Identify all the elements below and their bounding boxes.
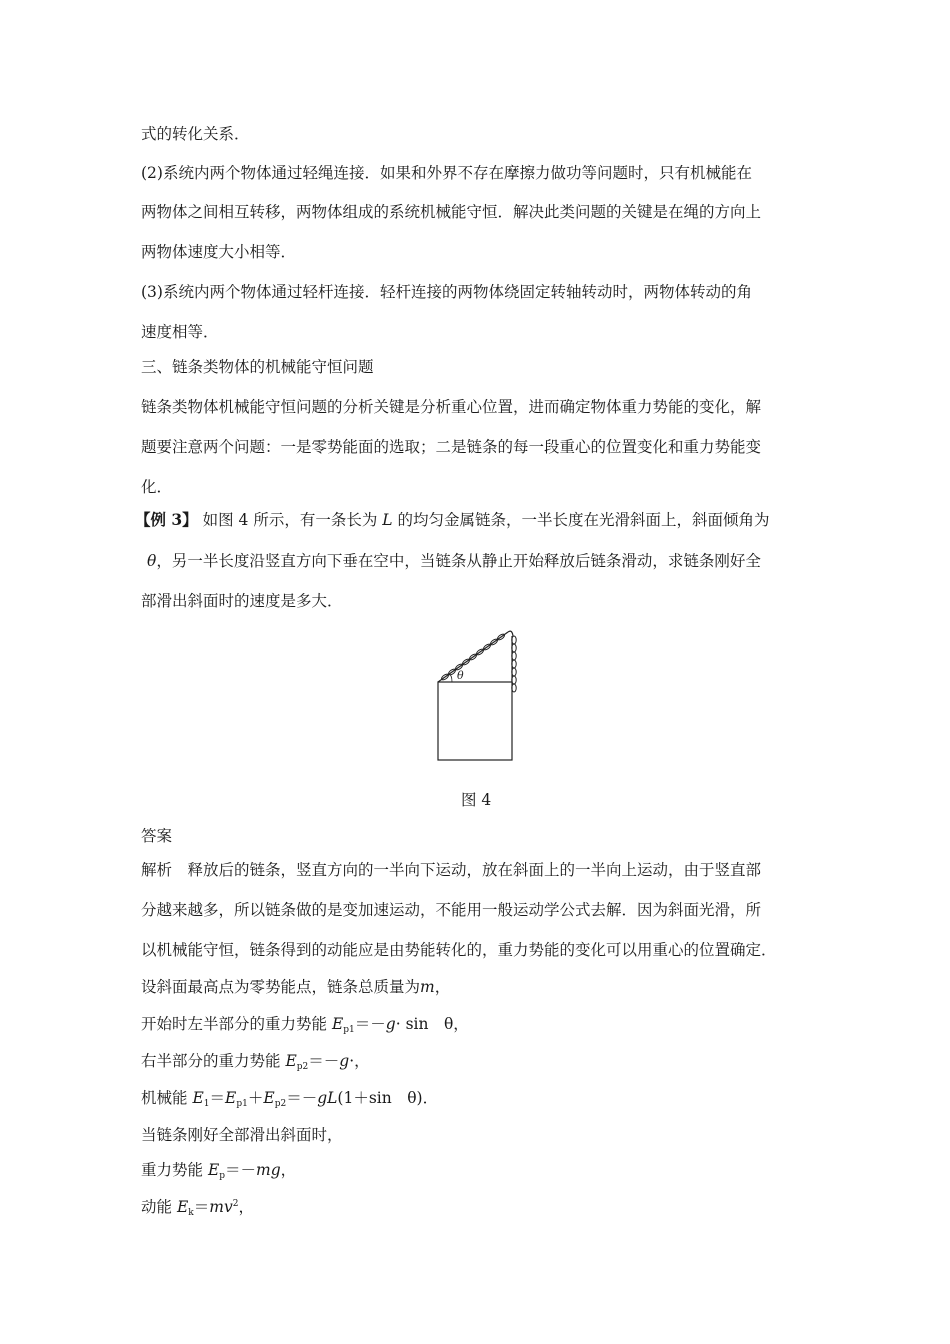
text-line: 化． (141, 478, 173, 496)
example-text: 的均匀金属链条，一半长度在光滑斜面上，斜面倾角为 (392, 511, 770, 529)
subscript: p1 (236, 1099, 248, 1109)
var-g: g (385, 1015, 396, 1033)
subscript: 1 (203, 1099, 210, 1109)
example-line-3: 部滑出斜面时的速度是多大． (141, 592, 343, 610)
var-E: E (285, 1052, 297, 1070)
text: ＝ (193, 1198, 210, 1216)
example-line-1 (135, 510, 770, 530)
text: 重力势能 (141, 1161, 208, 1179)
text-line: 两物体速度大小相等． (141, 243, 297, 261)
text: ， (280, 1161, 297, 1179)
equation-ep (141, 1160, 296, 1180)
text-line: 式的转化关系． (141, 125, 250, 143)
var-g: g (339, 1052, 350, 1070)
subscript: p (219, 1171, 226, 1181)
var-E: E (207, 1161, 220, 1179)
equation-ep1 (141, 1014, 469, 1034)
text: ＝－ (286, 1089, 318, 1107)
answer-label: 答案 (141, 827, 173, 845)
text: ＝－ (308, 1052, 340, 1070)
var-L: L (382, 511, 393, 529)
chain-incline-figure (430, 626, 526, 766)
var-m: m (420, 978, 435, 996)
subscript: p2 (296, 1062, 309, 1072)
var-E: E (176, 1198, 189, 1216)
angle-label: θ (457, 669, 464, 682)
var-mg: mg (256, 1161, 281, 1179)
text: 设斜面最高点为零势能点，链条总质量为 (141, 978, 421, 996)
section-heading: 三、链条类物体的机械能守恒问题 (141, 358, 374, 376)
equation-ep2 (141, 1051, 370, 1071)
var-E: E (331, 1015, 344, 1033)
analysis-line: 解析 释放后的链条，竖直方向的一半向下运动，放在斜面上的一半向上运动，由于竖直部 (141, 861, 762, 879)
example-tag: 【例 3】 (135, 510, 198, 529)
text: 右半部分的重力势能 (141, 1052, 286, 1070)
var-theta: θ (147, 552, 157, 570)
text: ， (238, 1198, 254, 1216)
text: · sin θ， (395, 1015, 469, 1033)
var-E: E (225, 1089, 237, 1107)
example-line-2 (141, 551, 761, 571)
example-text: 如图 4 所示，有一条长为 (197, 511, 383, 529)
analysis-line: 分越来越多，所以链条做的是变加速运动，不能用一般运动学公式去解．因为斜面光滑，所 (141, 901, 762, 919)
text: 动能 (141, 1198, 177, 1216)
text-line: 链条类物体机械能守恒问题的分析关键是分析重心位置，进而确定物体重力势能的变化，解 (141, 398, 762, 416)
analysis-line: 当链条刚好全部滑出斜面时， (141, 1126, 343, 1144)
analysis-line (141, 977, 450, 997)
text: ， (434, 978, 451, 996)
analysis-line: 以机械能守恒，链条得到的动能应是由势能转化的，重力势能的变化可以用重心的位置确定． (141, 941, 777, 959)
text: (1＋sin θ)． (337, 1089, 439, 1107)
text: ＋ (247, 1089, 264, 1107)
text-line: 两物体之间相互转移，两物体组成的系统机械能守恒．解决此类问题的关键是在绳的方向上 (141, 203, 762, 221)
subscript: p1 (343, 1025, 355, 1035)
subscript: p2 (274, 1099, 287, 1109)
text: ＝ (209, 1089, 226, 1107)
figure-caption: 图 4 (461, 791, 492, 809)
equation-ek (141, 1197, 254, 1217)
var-mv: mv (209, 1198, 233, 1216)
text-line: 速度相等． (141, 323, 219, 341)
text: ·， (349, 1052, 370, 1070)
var-E: E (263, 1089, 275, 1107)
text-line: (2)系统内两个物体通过轻绳连接．如果和外界不存在摩擦力做功等问题时，只有机械能在 (141, 164, 752, 182)
text: 开始时左半部分的重力势能 (141, 1015, 332, 1033)
subscript: k (188, 1208, 194, 1218)
example-text: ，另一半长度沿竖直方向下垂在空中，当链条从静止开始释放后链条滑动，求链条刚好全 (156, 552, 761, 570)
var-E: E (192, 1089, 204, 1107)
text: ＝－ (225, 1161, 257, 1179)
text: ＝－ (354, 1015, 386, 1033)
var-gL: gL (317, 1089, 338, 1107)
text-line: 题要注意两个问题：一是零势能面的选取；二是链条的每一段重心的位置变化和重力势能变 (141, 438, 762, 456)
text: 机械能 (141, 1089, 193, 1107)
text-line: (3)系统内两个物体通过轻杆连接．轻杆连接的两物体绕固定转轴转动时，两物体转动的角 (141, 283, 752, 301)
equation-e1 (141, 1088, 438, 1108)
superscript: 2 (232, 1199, 239, 1209)
